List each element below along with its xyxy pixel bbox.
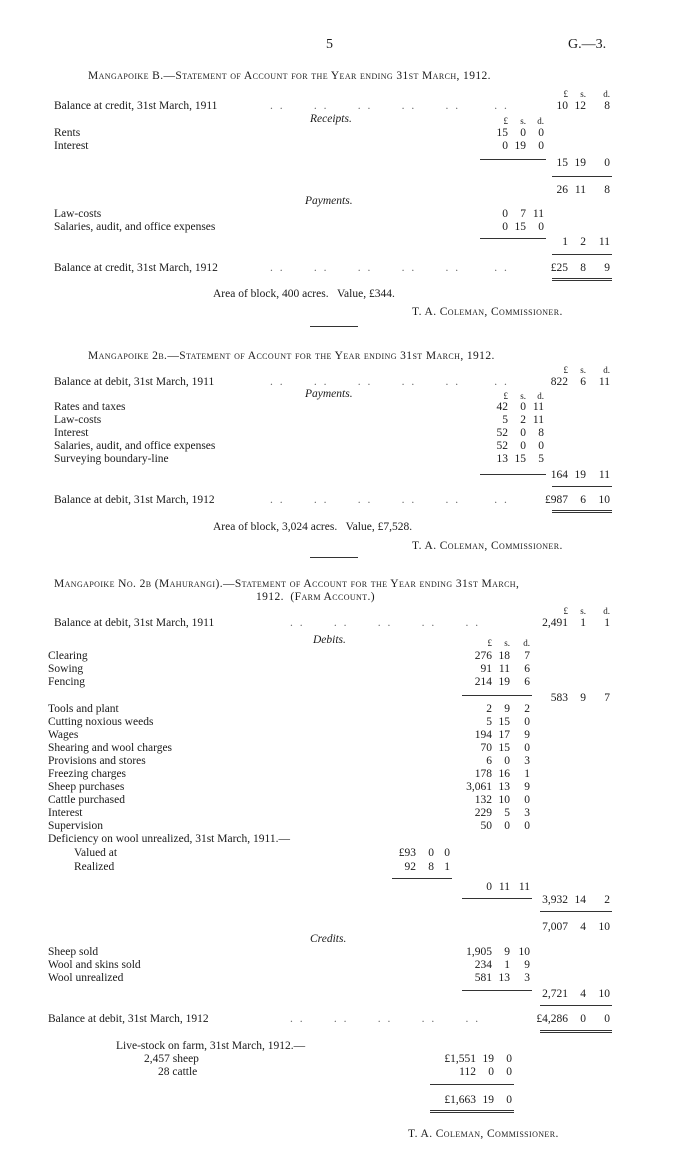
opening-pence: 8	[604, 100, 610, 112]
total-shillings: 19	[574, 469, 586, 481]
dot-leader: . . . . . . . . . . . .	[270, 100, 509, 112]
shillings-header: s.	[580, 606, 586, 616]
amount-pounds: 91	[480, 663, 492, 675]
ledger-label: Interest	[48, 807, 83, 819]
livestock-total-pounds: £1,663	[444, 1094, 476, 1106]
rule	[552, 176, 612, 177]
section-title: Mangapoike 2b.—Statement of Account for the Year ending 31st March, 1912.	[88, 350, 495, 362]
amount-shillings: 0	[520, 401, 526, 413]
pence-header: d.	[603, 606, 610, 616]
shillings-header: s.	[580, 365, 586, 375]
shillings-header: s.	[520, 391, 526, 401]
amount-pence: 0	[524, 794, 530, 806]
amount-pounds: 70	[480, 742, 492, 754]
dot-leader: . . . . . . . . . . . .	[270, 262, 509, 274]
amount-pounds: 6	[486, 755, 492, 767]
livestock-item-label: 2,457 sheep	[144, 1053, 199, 1065]
total-pounds: 7,007	[542, 921, 568, 933]
ledger-label: Tools and plant	[48, 703, 119, 715]
livestock-shillings: 19	[482, 1053, 494, 1065]
amount-pounds: 5	[502, 414, 508, 426]
ledger-label: Interest	[54, 427, 89, 439]
amount-pence: 2	[524, 703, 530, 715]
opening-shillings: 12	[574, 100, 586, 112]
realized-label: Realized	[74, 861, 115, 873]
amount-shillings: 13	[498, 972, 510, 984]
amount-pence: 6	[524, 676, 530, 688]
amount-pounds: 15	[496, 127, 508, 139]
amount-shillings: 13	[498, 781, 510, 793]
amount-shillings: 9	[504, 946, 510, 958]
pence-header: d.	[603, 89, 610, 99]
amount-pounds: 0	[502, 221, 508, 233]
amount-shillings: 15	[514, 453, 526, 465]
section-title-continued: 1912. (Farm Account.)	[256, 591, 376, 603]
amount-shillings: 7	[520, 208, 526, 220]
pounds-header: £	[487, 638, 492, 648]
dot-leader: . . . . . . . . . . . .	[270, 494, 509, 506]
amount-pence: 6	[524, 663, 530, 675]
amount-shillings: 0	[520, 427, 526, 439]
ledger-label: Sowing	[48, 663, 84, 675]
closing-shillings: 8	[580, 262, 586, 274]
ledger-label: Rates and taxes	[54, 401, 126, 413]
opening-balance-label: Balance at debit, 31st March, 1911	[54, 376, 215, 388]
amount-pounds: 0	[502, 208, 508, 220]
pounds-header: £	[563, 606, 568, 616]
livestock-total-pence: 0	[506, 1094, 512, 1106]
amount-pounds: 52	[496, 427, 508, 439]
ledger-label: Freezing charges	[48, 768, 127, 780]
ledger-label: Wool unrealized	[48, 972, 124, 984]
ledger-label: Fencing	[48, 676, 86, 688]
ledger-label: Supervision	[48, 820, 103, 832]
rule	[552, 254, 612, 255]
dot-leader: . . . . . . . . . .	[290, 1013, 481, 1025]
total-pounds: 15	[556, 157, 568, 169]
opening-pence: 11	[598, 376, 610, 388]
total-pence: 11	[598, 469, 610, 481]
livestock-item-label: 28 cattle	[158, 1066, 198, 1078]
rule	[430, 1084, 514, 1085]
amount-shillings: 15	[514, 221, 526, 233]
total-shillings: 4	[580, 921, 586, 933]
closing-pounds: £25	[550, 262, 568, 274]
amount-pence: 9	[524, 729, 530, 741]
rule	[552, 278, 612, 279]
total-pence: 2	[604, 894, 610, 906]
rule	[552, 280, 612, 281]
opening-balance-label: Balance at debit, 31st March, 1911	[54, 617, 215, 629]
amount-pounds: 234	[474, 959, 492, 971]
subtotal-pounds: 26	[556, 184, 568, 196]
payments-heading: Payments.	[305, 195, 353, 207]
opening-pounds: 10	[556, 100, 568, 112]
amount-pence: 0	[538, 221, 544, 233]
amount-pounds: 52	[496, 440, 508, 452]
amount-pounds: 3,061	[466, 781, 492, 793]
amount-pence: 3	[524, 755, 530, 767]
payments-heading: Payments.	[305, 388, 353, 400]
ledger-label: Wages	[48, 729, 79, 741]
amount-pounds: 2	[486, 703, 492, 715]
total-pence: 10	[598, 921, 610, 933]
ledger-label: Provisions and stores	[48, 755, 146, 767]
total-pence: 7	[604, 692, 610, 704]
amount-shillings: 0	[504, 755, 510, 767]
pounds-header: £	[503, 391, 508, 401]
amount-pounds: 276	[474, 650, 492, 662]
valued-shillings: 0	[428, 847, 434, 859]
amount-shillings: 16	[498, 768, 510, 780]
amount-pounds: 42	[496, 401, 508, 413]
ledger-label: Sheep sold	[48, 946, 99, 958]
total-pounds: 583	[550, 692, 568, 704]
amount-pence: 0	[538, 127, 544, 139]
ledger-label: Wool and skins sold	[48, 959, 141, 971]
credits-heading: Credits.	[310, 933, 347, 945]
amount-pounds: 178	[474, 768, 492, 780]
closing-pence: 9	[604, 262, 610, 274]
pounds-header: £	[563, 89, 568, 99]
subtotal-shillings: 11	[574, 184, 586, 196]
total-shillings: 19	[574, 157, 586, 169]
amount-shillings: 15	[498, 716, 510, 728]
livestock-total-shillings: 19	[482, 1094, 494, 1106]
amount-pounds: 0	[502, 140, 508, 152]
signature: T. A. Coleman, Commissioner.	[412, 306, 563, 318]
total-shillings: 9	[580, 692, 586, 704]
rule	[540, 1005, 612, 1006]
amount-shillings: 17	[498, 729, 510, 741]
amount-pounds: 1,905	[466, 946, 492, 958]
rule	[540, 911, 612, 912]
rule	[462, 695, 532, 696]
amount-shillings: 0	[504, 820, 510, 832]
net-pence: 11	[518, 881, 530, 893]
amount-pence: 8	[538, 427, 544, 439]
total-pounds: 1	[562, 236, 568, 248]
ledger-label: Salaries, audit, and office expenses	[54, 221, 216, 233]
amount-pounds: 50	[480, 820, 492, 832]
shillings-header: s.	[520, 116, 526, 126]
amount-pence: 0	[538, 440, 544, 452]
amount-pence: 10	[518, 946, 530, 958]
total-shillings: 2	[580, 236, 586, 248]
rule	[462, 898, 532, 899]
closing-balance-label: Balance at debit, 31st March, 1912	[48, 1013, 209, 1025]
ledger-label: Sheep purchases	[48, 781, 125, 793]
amount-pounds: 194	[474, 729, 492, 741]
opening-pounds: 2,491	[542, 617, 568, 629]
amount-pence: 3	[524, 807, 530, 819]
ledger-label: Surveying boundary-line	[54, 453, 169, 465]
valued-pence: 0	[444, 847, 450, 859]
section-divider	[310, 557, 358, 558]
ledger-label: Cattle purchased	[48, 794, 125, 806]
net-shillings: 11	[498, 881, 510, 893]
total-pounds: 2,721	[542, 988, 568, 1000]
ledger-label: Rents	[54, 127, 81, 139]
ledger-label: Clearing	[48, 650, 88, 662]
pence-header: d.	[537, 391, 544, 401]
amount-shillings: 19	[498, 676, 510, 688]
pence-header: d.	[523, 638, 530, 648]
livestock-pence: 0	[506, 1053, 512, 1065]
total-pence: 11	[598, 236, 610, 248]
amount-pounds: 13	[496, 453, 508, 465]
rule	[540, 1032, 612, 1033]
total-shillings: 14	[574, 894, 586, 906]
rule	[430, 1110, 514, 1111]
rule	[552, 486, 612, 487]
livestock-pounds: 112	[459, 1066, 476, 1078]
opening-balance-label: Balance at credit, 31st March, 1911	[54, 100, 218, 112]
opening-pence: 1	[604, 617, 610, 629]
shillings-header: s.	[580, 89, 586, 99]
page-number: 5	[326, 37, 333, 52]
ledger-label: Shearing and wool charges	[48, 742, 173, 754]
rule	[540, 1030, 612, 1031]
receipts-heading: Receipts.	[310, 113, 352, 125]
amount-pounds: 229	[474, 807, 492, 819]
amount-shillings: 15	[498, 742, 510, 754]
amount-pence: 9	[524, 781, 530, 793]
closing-balance-label: Balance at debit, 31st March, 1912	[54, 494, 215, 506]
realized-pence: 1	[444, 861, 450, 873]
amount-pence: 3	[524, 972, 530, 984]
section-divider	[310, 326, 358, 327]
amount-pounds: 581	[474, 972, 492, 984]
rule	[552, 512, 612, 513]
pounds-header: £	[563, 365, 568, 375]
closing-shillings: 0	[580, 1013, 586, 1025]
realized-pounds: 92	[404, 861, 416, 873]
amount-shillings: 11	[498, 663, 510, 675]
amount-shillings: 18	[498, 650, 510, 662]
amount-pence: 0	[524, 742, 530, 754]
pence-header: d.	[603, 365, 610, 375]
total-pence: 0	[604, 157, 610, 169]
amount-pence: 0	[538, 140, 544, 152]
amount-pounds: 214	[474, 676, 492, 688]
valued-pounds: £93	[398, 847, 416, 859]
amount-shillings: 0	[520, 127, 526, 139]
ledger-label: Salaries, audit, and office expenses	[54, 440, 216, 452]
closing-pence: 0	[604, 1013, 610, 1025]
amount-shillings: 19	[514, 140, 526, 152]
amount-pence: 7	[524, 650, 530, 662]
total-pounds: 164	[550, 469, 568, 481]
debits-heading: Debits.	[313, 634, 346, 646]
total-pence: 10	[598, 988, 610, 1000]
area-value-note: Area of block, 3,024 acres. Value, £7,528.	[213, 521, 413, 533]
amount-shillings: 5	[504, 807, 510, 819]
amount-pence: 11	[532, 401, 544, 413]
net-pounds: 0	[486, 881, 492, 893]
ledger-label: Law-costs	[54, 414, 102, 426]
amount-pence: 5	[538, 453, 544, 465]
amount-shillings: 1	[504, 959, 510, 971]
dot-leader: . . . . . . . . . . . .	[270, 376, 509, 388]
livestock-shillings: 0	[488, 1066, 494, 1078]
ledger-label: Cutting noxious weeds	[48, 716, 154, 728]
signature: T. A. Coleman, Commissioner.	[408, 1128, 559, 1140]
amount-pence: 1	[524, 768, 530, 780]
realized-shillings: 8	[428, 861, 434, 873]
amount-pounds: 5	[486, 716, 492, 728]
ledger-label: Law-costs	[54, 208, 102, 220]
dot-leader: . . . . . . . . . .	[290, 617, 481, 629]
ledger-label: Interest	[54, 140, 89, 152]
amount-shillings: 2	[520, 414, 526, 426]
livestock-pounds: £1,551	[444, 1053, 476, 1065]
opening-shillings: 1	[580, 617, 586, 629]
closing-shillings: 6	[580, 494, 586, 506]
amount-shillings: 9	[504, 703, 510, 715]
closing-pounds: £987	[545, 494, 568, 506]
amount-pence: 11	[532, 208, 544, 220]
shillings-header: s.	[504, 638, 510, 648]
deficiency-label: Deficiency on wool unrealized, 31st March, 1911.—	[48, 833, 290, 845]
amount-pence: 9	[524, 959, 530, 971]
rule	[462, 990, 532, 991]
total-shillings: 4	[580, 988, 586, 1000]
signature: T. A. Coleman, Commissioner.	[412, 540, 563, 552]
closing-pence: 10	[598, 494, 610, 506]
subtotal-pence: 8	[604, 184, 610, 196]
livestock-label: Live-stock on farm, 31st March, 1912.—	[116, 1040, 306, 1052]
rule	[392, 878, 452, 879]
opening-pounds: 822	[550, 376, 568, 388]
rule	[552, 510, 612, 511]
opening-shillings: 6	[580, 376, 586, 388]
closing-pounds: £4,286	[536, 1013, 568, 1025]
amount-pence: 0	[524, 716, 530, 728]
amount-shillings: 10	[498, 794, 510, 806]
section-title: Mangapoike B.—Statement of Account for the Year ending 31st March, 1912.	[88, 70, 491, 82]
amount-pence: 11	[532, 414, 544, 426]
section-title: Mangapoike No. 2b (Mahurangi).—Statement of Account for the Year ending 31st March,	[54, 578, 520, 590]
pounds-header: £	[503, 116, 508, 126]
closing-balance-label: Balance at credit, 31st March, 1912	[54, 262, 218, 274]
amount-shillings: 0	[520, 440, 526, 452]
amount-pence: 0	[524, 820, 530, 832]
amount-pounds: 132	[474, 794, 492, 806]
rule	[430, 1112, 514, 1113]
total-pounds: 3,932	[542, 894, 568, 906]
valued-label: Valued at	[74, 847, 118, 859]
area-value-note: Area of block, 400 acres. Value, £344.	[213, 288, 395, 300]
pence-header: d.	[537, 116, 544, 126]
livestock-pence: 0	[506, 1066, 512, 1078]
report-reference: G.—3.	[568, 37, 607, 52]
